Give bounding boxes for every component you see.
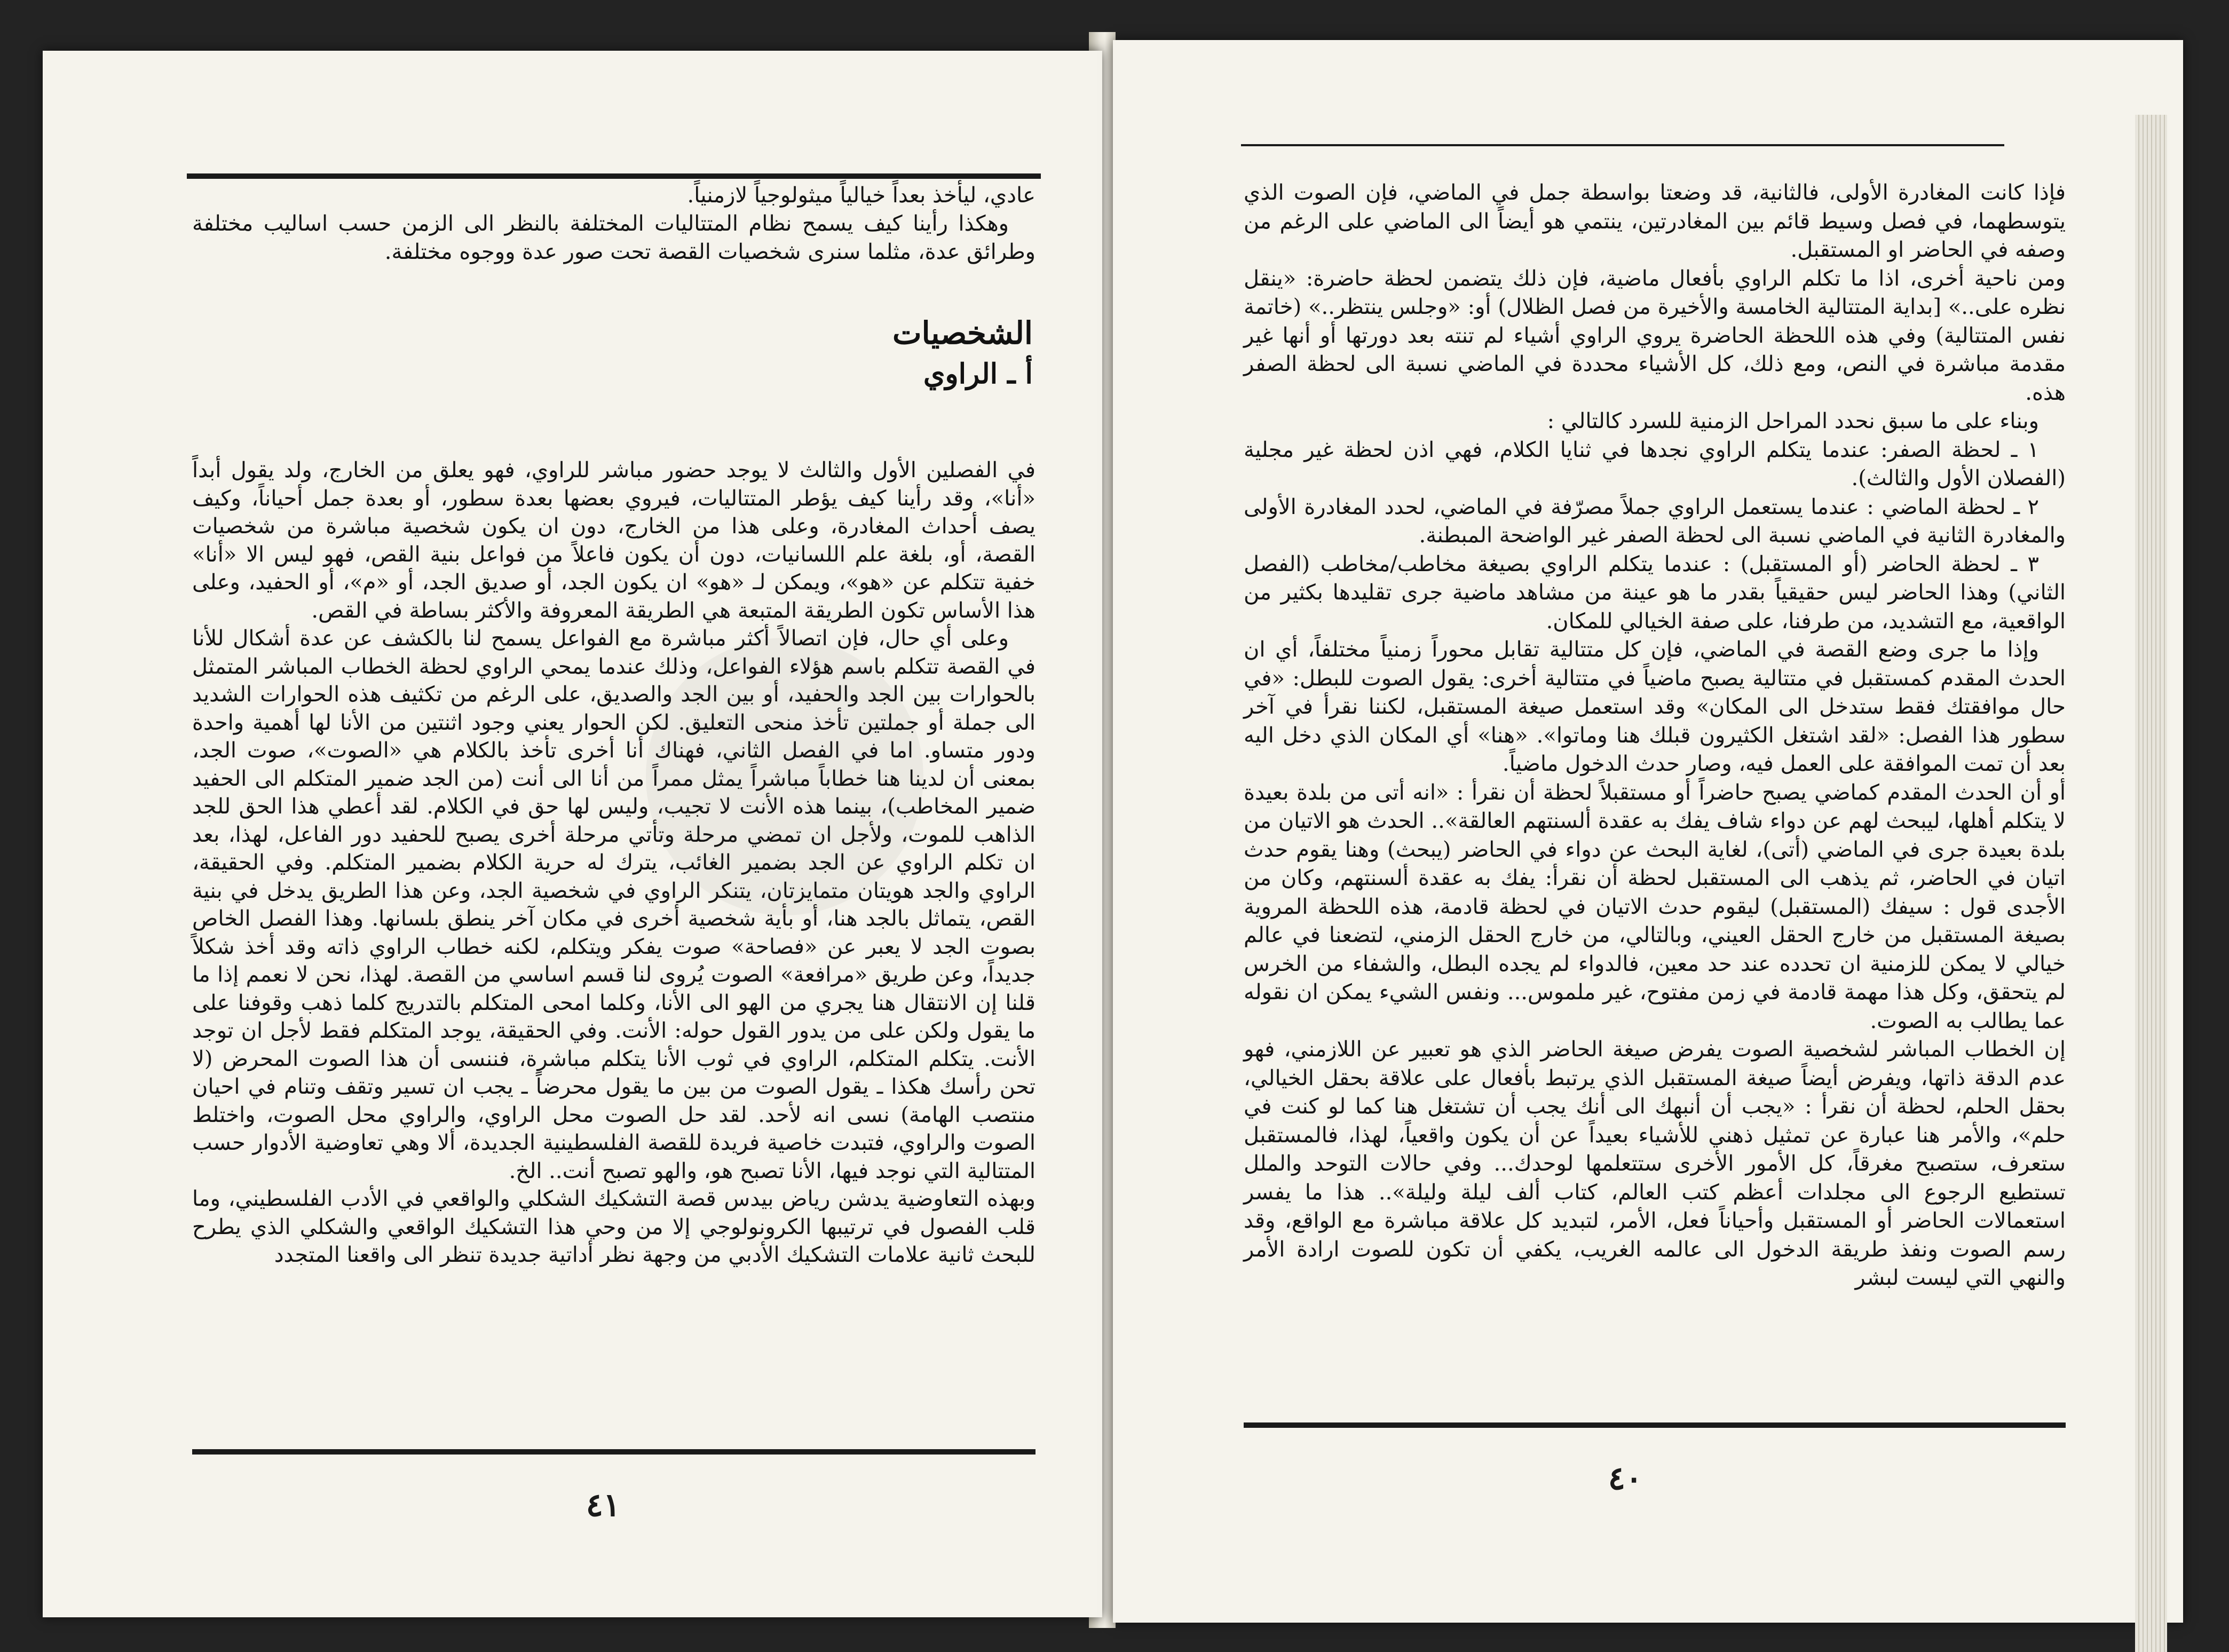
page-edges (2135, 115, 2167, 1652)
body-paragraph: وعلى أي حال، فإن اتصالاً أكثر مباشرة مع الفواعل يسمح لنا بالكشف عن عدة أشكال للأنا في القصة تتكلم باسم هؤلاء الفواعل، وذلك عندما يمحي الراوي لحظة الخطاب المباشر المتمثل بالحوارات بين الجد والحفيد، أو بين الجد والصديق، على الرغم من تكثيف هذه الحوارات الشديد الى جملة أو جملتين تأخذ منحى التعليق. لكن الحوار يعني وجود اثنتين من الأنا لها أهمية واحدة ودور متساو. اما في الفصل الثاني، فهناك أنا أخرى تأخذ بالكلام هي «الصوت»، صوت الجد، بمعنى أن لدينا هنا خطاباً مباشراً يمثل ممراً من أنا الى أنت (من الجد ضمير المتكلم الى الحفيد ضمير المخاطب)، بينما هذه الأنت لا تجيب، وليس لها حق في الكلام. لقد أعطي هذا الحق للجد الذاهب للموت، ولأجل ان تمضي مرحلة وتأتي مرحلة أخرى يصبح للحفيد دور الفاعل، لهذا، بعد ان تكلم الراوي عن الجد بضمير الغائب، يترك له حرية الكلام بضمير المتكلم. وفي الحقيقة، الراوي والجد هويتان متمايزتان، يتنكر الراوي في شخصية الجد، وعن هذا الطريق يدخل في بنية القص، يتماثل بالجد هنا، أو بأية شخصية أخرى في مكان آخر ينطق بلسانها. وهذا الفصل الخاص بصوت الجد لا يعبر عن «فصاحة» صوت يفكر ويتكلم، لكنه خطاب الراوي ذاته وقد أخذ شكلاً جديداً، وعن طريق «مرافعة» الصوت يُروى لنا قسم اساسي من القصة. لهذا، نحن لا نعمم إذا ما قلنا إن الانتقال هنا يجري من الهو الى الأنا، وكلما امحى المتكلم بالتدريج كلما ذهب وقوفنا على ما يقول ولكن على من يدور القول حوله: الأنت. وفي الحقيقة، يوجد المتكلم فقط لأجل ان توجد الأنت. يتكلم المتكلم، الراوي في ثوب الأنا يتكلم مباشرة، فننسى أن هذا الصوت المحرض (لا تحن رأسك هكذا ـ يقول الصوت من بين ما يقول محرضاً ـ يجب ان تسير وتقف وتنام في احيان منتصب الهامة) نسى انه لأحد. لقد حل الصوت محل الراوي، والراوي محل الصوت، واختلط الصوت والراوي، فتبدت خاصية فريدة للقصة الفلسطينية الجديدة، ألا وهي تعاوضية الأدوار حسب المتتالية التي نوجد فيها، الأنا تصبح هو، والهو تصبح أنت.. الخ. (192, 626, 1036, 1183)
top-rule (1241, 144, 2004, 146)
body-paragraph: ١ ـ لحظة الصفر: عندما يتكلم الراوي نجدها في ثنايا الكلام، فهي اذن لحظة غير مجلية (الفصلان الأول والثالث). (1244, 437, 2066, 491)
intro-paragraph: وهكذا رأينا كيف يسمح نظام المتتاليات المختلفة بالنظر الى الزمن حسب اساليب مختلفة وطرائق عدة، مثلما سنرى شخصيات القصة تحت صور عدة ووجوه مختلفة. (192, 211, 1036, 264)
left-intro (192, 181, 1036, 266)
body-paragraph: إن الخطاب المباشر لشخصية الصوت يفرض صيغة الحاضر الذي هو تعبير عن اللازمني، فهو عدم الدقة ذاتها، ويفرض أيضاً صيغة المستقبل الذي يرتبط بأفعال على علاقة بحقل الخيالي، بحقل الحلم، لحظة أن نقرأ : «يجب أن أنبهك الى أنك يجب أن تشتغل هنا كما لو كنت في حلم»، والأمر هنا عبارة عن تمثيل ذهني للأشياء بعيداً عن أن يكون واقعياً، لهذا، فالمستقبل ستعرف، ستصبح مغرقاً، كل الأمور الأخرى ستتعلمها لوحدك... وفي حالات التوحد والملل تستطيع الرجوع الى مجلدات أعظم كتب العالم، كتاب ألف ليلة وليلة».. هذا ما يفسر استعمالات الحاضر أو المستقبل وأحياناً فعل، الأمر، لتبديد كل علاقة مباشرة مع الواقع، وقد رسم الصوت ونفذ طريقة الدخول الى عالمه الغريب، يكفي أن تكون للصوت ارادة الأمر والنهي التي ليست لبشر (1244, 1037, 2066, 1290)
body-paragraph: وإذا ما جرى وضع القصة في الماضي، فإن كل متتالية تقابل محوراً زمنياً مختلفاً، أي ان الحدث المقدم كمستقبل في متتالية يصبح ماضياً في متتالية أخرى: يقول الصوت للبطل: «في حال موافقتك فقط ستدخل الى المكان» وقد استعمل صيغة المستقبل، لكننا نقرأ في آخر سطور هذا الفصل: «لقد اشتغل الكثيرون قبلك هنا وماتوا». «هنا» أي المكان الذي دخل اليه بعد أن تمت الموافقة على العمل فيه، وصار حدث الدخول ماضياً. (1244, 637, 2066, 776)
body-paragraph: ومن ناحية أخرى، اذا ما تكلم الراوي بأفعال ماضية، فإن ذلك يتضمن لحظة حاضرة: «ينقل نظره على..» [بداية المتتالية الخامسة والأخيرة من فصل الظلال) أو: «وجلس ينتظر..» (خاتمة نفس المتتالية) وفي هذه اللحظة الحاضرة يروي الراوي أشياء لم تنته بعد دورتها أو أنها غير مقدمة مباشرة في النص، ومع ذلك، كل الأشياء محددة في الماضي نسبة الى لحظة الصفر هذه. (1244, 266, 2066, 405)
body-paragraph: ٢ ـ لحظة الماضي : عندما يستعمل الراوي جملاً مصرّفة في الماضي، لحدد المغادرة الأولى والمغادرة الثانية في الماضي نسبة الى لحظة الصفر غير الواضحة المبطنة. (1244, 494, 2066, 548)
left-page (43, 51, 1102, 1617)
body-paragraph: ٣ ـ لحظة الحاضر (أو المستقبل) : عندما يتكلم الراوي بصيغة مخاطب/مخاطب (الفصل الثاني) وهذا الحاضر ليس حقيقياً بقدر ما هو عينة من مشاهد ماضية جرى تقليدها بكثير من الواقعية، مع التشديد، من طرفنا، على صفة الخيالي للمكان. (1244, 551, 2066, 634)
body-paragraph: وبهذه التعاوضية يدشن رياض بيدس قصة التشكيك الشكلي والواقعي في الأدب الفلسطيني، وما قلب الفصول في ترتيبها الكرونولوجي إلا من وحي هذا التشكيك الواقعي والشكلي الذي يطرح للبحث ثانية علامات التشكيك الأدبي من وجهة نظر أداتية جديدة تنظر الى واقعنا المتجدد (192, 1187, 1036, 1267)
bottom-rule (1244, 1422, 2066, 1428)
right-page (1113, 40, 2183, 1623)
page-number: ٤١ (586, 1487, 621, 1524)
body-paragraph: وبناء على ما سبق نحدد المراحل الزمنية للسرد كالتالي : (1547, 409, 2039, 433)
top-rule (187, 173, 1041, 179)
section-title: الشخصيات (892, 315, 1033, 351)
intro-line: عادي، ليأخذ بعداً خيالياً ميثولوجياً لازمنياً. (687, 183, 1036, 208)
page-number: ٤٠ (1608, 1460, 1643, 1497)
bottom-rule (192, 1449, 1036, 1455)
right-body (1244, 179, 2066, 1293)
left-body (192, 456, 1036, 1269)
subsection-title: أ ـ الراوي (923, 358, 1033, 390)
body-paragraph: أو أن الحدث المقدم كماضي يصبح حاضراً أو مستقبلاً لحظة أن نقرأ : «انه أتى من بلدة بعيدة لا يتكلم أهلها، ليبحث لهم عن دواء شاف يفك به عقدة ألسنتهم العالقة».. الحدث هو الاتيان من بلدة بعيدة جرى في الماضي (أتى)، لغاية البحث عن دواء في الحاضر (يبحث) وهنا يقوم حدث اتيان في الحاضر، ثم يذهب الى المستقبل لحظة أن نقرأ: يفك به عقدة ألسنتهم، وكان من الأجدى قول : سيفك (المستقبل) ليقوم حدث الاتيان في لحظة قادمة، هذه اللحظة المروية بصيغة المستقبل من خارج الحقل العيني، وبالتالي، من خارج الحقل الزمني، لتضعنا في عالم خيالي لا يمكن للزمنية ان تحدده عند حد معين، فالدواء لم يجده البطل، والشفاء من الخرس لم يتحقق، وكل هذا مهمة قادمة في زمن مفتوح، غير ملموس... ونفس الشيء يمكن ان نقوله عما يطالب به الصوت. (1244, 780, 2066, 1033)
body-paragraph: فإذا كانت المغادرة الأولى، فالثانية، قد وضعتا بواسطة جمل في الماضي، فإن الصوت الذي يتوسطهما، في فصل وسيط قائم بين المغادرتين، ينتمي هو أيضاً الى الماضي على الرغم من وصفه في الحاضر او المستقبل. (1244, 180, 2066, 262)
body-paragraph: في الفصلين الأول والثالث لا يوجد حضور مباشر للراوي، فهو يعلق من الخارج، ولد يقول أبداً «أنا»، وقد رأينا كيف يؤطر المتتاليات، فيروي بعضها بعدة سطور، أو بعدة جمل أحياناً، وكيف يصف أحداث المغادرة، وعلى هذا من الخارج، دون ان يكون شخصية مباشرة من شخصيات القصة، أو، بلغة علم اللسانيات، دون أن يكون فاعلاً من فواعل بنية القص، فهو ليس الا «أنا» خفية تتكلم عن «هو»، ويمكن لـ «هو» ان يكون الجد، أو صديق الجد، أو «م»، أو الحفيد، وعلى هذا الأساس تكون الطريقة المتبعة هي الطريقة المعروفة والأكثر بساطة في القص. (192, 458, 1036, 623)
